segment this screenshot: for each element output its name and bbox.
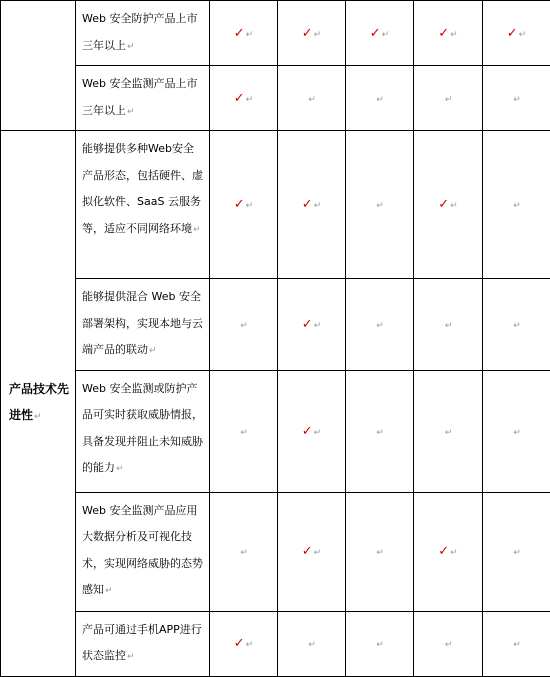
vendor-cell — [278, 1, 346, 66]
check-icon: ✓ — [438, 197, 449, 212]
paragraph-mark: ↵ — [450, 548, 458, 558]
paragraph-mark: ↵ — [127, 42, 135, 52]
check-icon: ✓ — [302, 317, 313, 332]
paragraph-mark: ↵ — [308, 95, 316, 105]
table-row — [1, 1, 550, 66]
paragraph-mark: ↵ — [314, 201, 322, 211]
vendor-cell — [210, 492, 278, 611]
check-icon: ✓ — [438, 544, 449, 559]
vendor-cell — [483, 492, 550, 611]
requirement-description — [76, 66, 210, 131]
vendor-cell — [210, 611, 278, 676]
paragraph-mark: ↵ — [127, 652, 135, 662]
requirement-text: Web 安全监测或防护产品可实时获取威胁情报，具备发现并阻止未知威胁的能力 — [82, 382, 203, 475]
requirement-text: Web 安全监测产品上市三年以上 — [82, 77, 197, 117]
paragraph-mark: ↵ — [308, 640, 316, 650]
check-icon: ✓ — [370, 26, 381, 41]
paragraph-mark: ↵ — [445, 428, 453, 438]
paragraph-mark: ↵ — [193, 225, 201, 235]
check-icon: ✓ — [438, 26, 449, 41]
check-icon: ✓ — [234, 91, 245, 106]
vendor-cell — [483, 66, 550, 131]
vendor-cell — [346, 611, 414, 676]
paragraph-mark: ↵ — [376, 640, 384, 650]
paragraph-mark: ↵ — [240, 428, 248, 438]
vendor-cell — [278, 370, 346, 492]
vendor-cell — [210, 370, 278, 492]
check-icon: ✓ — [302, 26, 313, 41]
vendor-cell — [483, 611, 550, 676]
paragraph-mark: ↵ — [116, 464, 124, 474]
requirement-description — [76, 370, 210, 492]
paragraph-mark: ↵ — [450, 201, 458, 211]
paragraph-mark: ↵ — [513, 321, 521, 331]
paragraph-mark: ↵ — [445, 640, 453, 650]
requirement-text: 产品可通过手机APP进行状态监控 — [82, 623, 202, 663]
paragraph-mark: ↵ — [513, 548, 521, 558]
check-icon: ✓ — [302, 197, 313, 212]
paragraph-mark: ↵ — [314, 428, 322, 438]
vendor-cell — [278, 131, 346, 279]
requirement-description — [76, 131, 210, 279]
requirement-description — [76, 279, 210, 371]
paragraph-mark: ↵ — [376, 201, 384, 211]
paragraph-mark: ↵ — [519, 30, 527, 40]
vendor-cell — [210, 279, 278, 371]
requirement-description — [76, 492, 210, 611]
paragraph-mark: ↵ — [314, 548, 322, 558]
table-row — [1, 370, 550, 492]
vendor-cell — [346, 492, 414, 611]
vendor-cell — [414, 66, 483, 131]
vendor-cell — [210, 1, 278, 66]
requirement-text: Web 安全防护产品上市三年以上 — [82, 12, 197, 52]
table-row — [1, 279, 550, 371]
paragraph-mark: ↵ — [513, 428, 521, 438]
vendor-cell — [414, 1, 483, 66]
vendor-cell — [483, 1, 550, 66]
requirement-text: 能够提供混合 Web 安全部署架构，实现本地与云端产品的联动 — [82, 290, 203, 356]
paragraph-mark: ↵ — [445, 95, 453, 105]
check-icon: ✓ — [234, 636, 245, 651]
vendor-cell — [483, 131, 550, 279]
table-row — [1, 131, 550, 279]
table-body — [1, 1, 550, 677]
check-icon: ✓ — [234, 26, 245, 41]
category-cell — [1, 131, 76, 677]
vendor-cell — [414, 131, 483, 279]
category-cell-previous — [1, 1, 76, 131]
table-row — [1, 492, 550, 611]
requirement-description — [76, 1, 210, 66]
check-icon: ✓ — [234, 197, 245, 212]
paragraph-mark: ↵ — [105, 586, 113, 596]
paragraph-mark: ↵ — [382, 30, 390, 40]
paragraph-mark: ↵ — [149, 346, 157, 356]
category-label: 产品技术先进性 — [9, 382, 69, 422]
vendor-cell — [414, 370, 483, 492]
paragraph-mark: ↵ — [376, 548, 384, 558]
paragraph-mark: ↵ — [246, 95, 254, 105]
vendor-cell — [483, 279, 550, 371]
vendor-cell — [210, 66, 278, 131]
paragraph-mark: ↵ — [513, 95, 521, 105]
vendor-cell — [346, 66, 414, 131]
table-row — [1, 611, 550, 676]
vendor-cell — [414, 492, 483, 611]
paragraph-mark: ↵ — [450, 30, 458, 40]
vendor-cell — [346, 131, 414, 279]
table-row — [1, 66, 550, 131]
requirement-text: Web 安全监测产品应用大数据分析及可视化技术，实现网络威胁的态势感知 — [82, 504, 203, 597]
requirement-text: 能够提供多种Web安全产品形态，包括硬件、虚拟化软件、SaaS 云服务等，适应不同网络环境 — [82, 142, 203, 235]
check-icon: ✓ — [507, 26, 518, 41]
check-icon: ✓ — [302, 424, 313, 439]
vendor-cell — [483, 370, 550, 492]
requirement-description — [76, 611, 210, 676]
paragraph-mark: ↵ — [314, 321, 322, 331]
paragraph-mark: ↵ — [246, 201, 254, 211]
paragraph-mark: ↵ — [314, 30, 322, 40]
paragraph-mark: ↵ — [246, 640, 254, 650]
paragraph-mark: ↵ — [376, 95, 384, 105]
vendor-cell — [278, 492, 346, 611]
paragraph-mark: ↵ — [246, 30, 254, 40]
paragraph-mark: ↵ — [376, 428, 384, 438]
vendor-cell — [414, 279, 483, 371]
vendor-cell — [210, 131, 278, 279]
vendor-cell — [346, 370, 414, 492]
paragraph-mark: ↵ — [513, 640, 521, 650]
paragraph-mark: ↵ — [34, 412, 42, 422]
paragraph-mark: ↵ — [376, 321, 384, 331]
vendor-cell — [278, 611, 346, 676]
paragraph-mark: ↵ — [240, 321, 248, 331]
paragraph-mark: ↵ — [240, 548, 248, 558]
paragraph-mark: ↵ — [127, 107, 135, 117]
paragraph-mark: ↵ — [445, 321, 453, 331]
check-icon: ✓ — [302, 544, 313, 559]
vendor-cell — [278, 66, 346, 131]
vendor-cell — [278, 279, 346, 371]
vendor-cell — [346, 279, 414, 371]
vendor-cell — [346, 1, 414, 66]
vendor-cell — [414, 611, 483, 676]
paragraph-mark: ↵ — [513, 201, 521, 211]
